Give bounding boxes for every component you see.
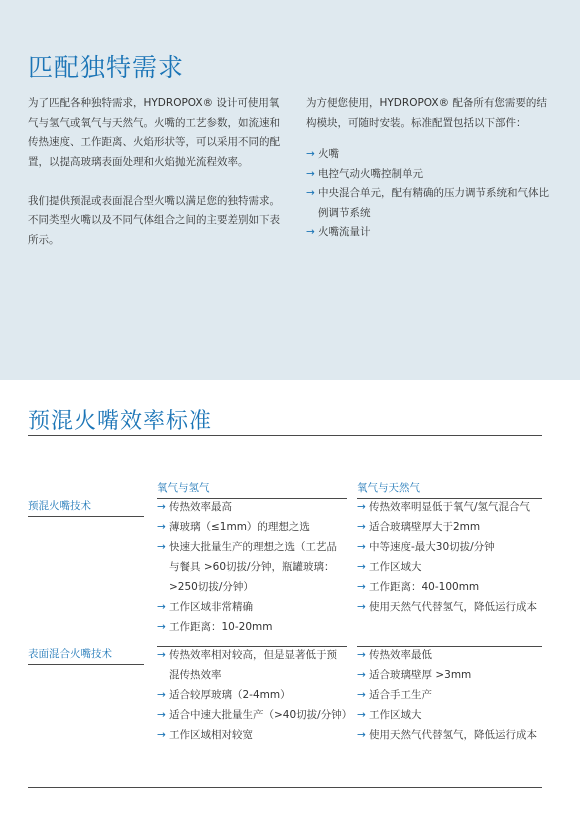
arrow-icon: → [306, 167, 315, 180]
list-item: → 工作距离：40-100mm [357, 577, 547, 597]
arrow-icon: → [357, 521, 366, 533]
table-cell-premix-hydrogen [157, 497, 347, 637]
intro-right-column [306, 94, 551, 243]
list-item: → 工作距离：10-20mm [157, 617, 347, 637]
arrow-icon: → [357, 669, 366, 681]
section1-title: 匹配独特需求 [28, 53, 185, 82]
arrow-icon: → [157, 501, 166, 513]
row-label-premix: 预混火嘴技术 [28, 498, 144, 517]
table-bottom-rule [28, 787, 542, 788]
arrow-icon: → [157, 689, 166, 701]
arrow-icon: → [357, 561, 366, 573]
section2-title: 预混火嘴效率标准 [28, 409, 213, 434]
parts-list-item: → 火嘴 [306, 145, 551, 165]
intro-left-column [28, 94, 283, 250]
list-item: → 传热效率明显低于氧气/氢气混合气 [357, 497, 547, 517]
list-item: → 薄玻璃（≤1mm）的理想之选 [157, 517, 347, 537]
arrow-icon: → [357, 501, 366, 513]
row-label-surface-mix: 表面混合火嘴技术 [28, 646, 144, 665]
intro-paragraph-1: 为了匹配各种独特需求，HYDROPOX® 设计可使用氧气与氢气或氧气与天然气。火嘴的工艺参数，如流速和传热速度、工作距离、火焰形状等，可以采用不同的配置，以提高玻璃表面处理和火焰抛光流程效率。 [28, 97, 280, 168]
intro-paragraph-2: 我们提供预混或表面混合型火嘴以满足您的独特需求。不同类型火嘴以及不同气体组合之间的主要差别如下表所示。 [28, 194, 280, 246]
arrow-icon: → [157, 649, 166, 661]
arrow-icon: → [157, 621, 166, 633]
list-item: → 快速大批量生产的理想之选（工艺品与餐具 >60切拔/分钟，瓶罐玻璃：>250切拔/分钟） [157, 537, 347, 597]
list-item: → 工作区域大 [357, 557, 547, 577]
list-item: → 工作区域大 [357, 705, 547, 725]
list-item: → 适合手工生产 [357, 685, 547, 705]
list-item: → 使用天然气代替氢气，降低运行成本 [357, 597, 547, 617]
list-item: → 工作区域相对较宽 [157, 725, 347, 745]
arrow-icon: → [357, 541, 366, 553]
column-header-oxygen-natural-gas: 氧气与天然气 [357, 480, 542, 499]
arrow-icon: → [157, 541, 166, 553]
list-item: → 传热效率相对较高，但是显著低于预混传热效率 [157, 645, 347, 685]
parts-list-item: → 电控气动火嘴控制单元 [306, 165, 551, 185]
list-item: → 传热效率最低 [357, 645, 547, 665]
arrow-icon: → [157, 521, 166, 533]
list-item: → 适合中速大批量生产（>40切拔/分钟） [157, 705, 347, 725]
parts-list-item: → 中央混合单元，配有精确的压力调节系统和气体比例调节系统 [306, 184, 551, 223]
table-cell-surface-hydrogen [157, 645, 353, 745]
intro-paragraph-3: 为方便您使用，HYDROPOX® 配备所有您需要的结构模块，可随时安装。标准配置包括以下部件： [306, 97, 547, 129]
parts-list-item: → 火嘴流量计 [306, 223, 551, 243]
arrow-icon: → [357, 729, 366, 741]
list-item: → 适合玻璃壁厚大于2mm [357, 517, 547, 537]
arrow-icon: → [357, 709, 366, 721]
list-item: → 适合较厚玻璃（2-4mm） [157, 685, 347, 705]
arrow-icon: → [306, 148, 315, 160]
arrow-icon: → [357, 601, 366, 613]
arrow-icon: → [157, 601, 166, 613]
arrow-icon: → [357, 649, 366, 661]
parts-list [306, 145, 551, 243]
arrow-icon: → [357, 689, 366, 701]
section2-divider [28, 435, 542, 436]
table-cell-surface-natural-gas [357, 645, 547, 745]
list-item: → 中等速度-最大30切拔/分钟 [357, 537, 547, 557]
list-item: → 传热效率最高 [157, 497, 347, 517]
arrow-icon: → [357, 581, 366, 593]
arrow-icon: → [157, 709, 166, 721]
list-item: → 工作区域非常精确 [157, 597, 347, 617]
column-header-oxygen-hydrogen: 氧气与氢气 [157, 480, 347, 499]
arrow-icon: → [157, 729, 166, 741]
list-item: → 适合玻璃壁厚 >3mm [357, 665, 547, 685]
arrow-icon: → [306, 187, 315, 199]
table-cell-premix-natural-gas [357, 497, 547, 617]
list-item: → 使用天然气代替氢气，降低运行成本 [357, 725, 547, 745]
arrow-icon: → [306, 226, 315, 238]
